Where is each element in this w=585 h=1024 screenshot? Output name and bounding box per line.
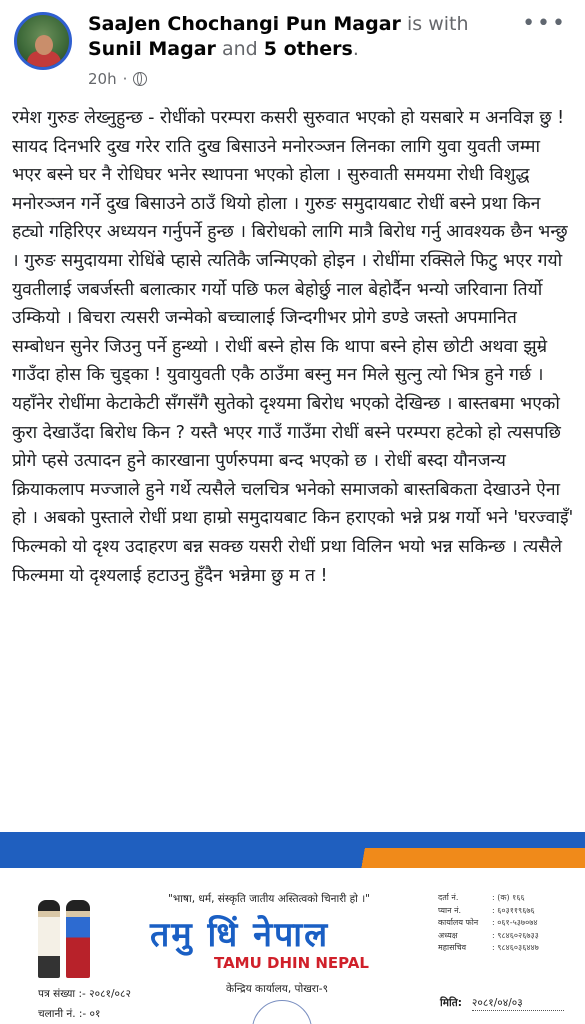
banner-white-stripe — [0, 868, 585, 878]
date-label: मिति: — [440, 997, 462, 1009]
info-row: अध्यक्ष : ९८४६०२६७३३ — [438, 930, 539, 940]
avatar-figure-face — [35, 35, 53, 55]
info-row: प्यान नं. : ६०३११९६७६ — [438, 905, 535, 915]
info-row: दर्ता नं. : (क) १६६ — [438, 893, 525, 902]
others-link[interactable]: 5 others — [263, 38, 353, 60]
letter-number: पत्र संख्या :- २०८१/०८२ — [38, 988, 131, 1000]
dot-separator: · — [122, 70, 128, 88]
org-info-block — [438, 892, 578, 955]
post-author-line — [88, 12, 528, 62]
and-text: and — [221, 38, 258, 60]
tagged-user-link[interactable]: Sunil Magar — [88, 38, 216, 60]
with-text: is with — [406, 13, 469, 35]
letterhead-slogan: "भाषा, धर्म, संस्कृति जातीय अस्तित्वको चिनारी हो ।" — [168, 893, 371, 905]
post-meta — [88, 70, 147, 88]
banner-blue-stripe — [0, 832, 585, 848]
org-headquarters: केन्द्रिय कार्यालय, पोखरा-९ — [226, 983, 329, 995]
post-header — [0, 0, 585, 100]
org-name-nepali: तमु धिं नेपाल — [150, 915, 330, 955]
dispatch-number: चलानी नं. :- ०१ — [38, 1008, 101, 1020]
date-value: २०८१/०४/०३ — [472, 996, 564, 1011]
letter-reference — [38, 984, 131, 1024]
period-text: . — [352, 38, 359, 60]
male-figure-icon — [38, 900, 60, 978]
info-row: महासचिव : ९८४६०३६४४७ — [438, 943, 539, 952]
post-body-text: रमेश गुरुङ लेख्नुहुन्छ - रोधींको परम्परा कसरी सुरुवात भएको हो यसबारे म अनविज्ञ छु ! सायद दिनभरि दुख गरेर राति दुख बिसाउने मनोरञ्जन लिनका लागि युवा युवती जम्मा भएर बस्ने घर नै रोधिघर भनेर स्थापना भएको होला । सुरुवाती समयमा रोधी विशुद्ध मनोरञ्जन गर्ने दुख बिसाउने ठाउँ थियो होला । गुरुङ समुदायबाट रोधीं बस्ने प्रथा किन हट्यो गहिरिएर अध्ययन गर्नुपर्ने हुन्छ । बिरोधको लागि मात्रै बिरोध गर्नु आवश्यक छैन भन्छु । गुरुङ समुदायमा रोधिंबे प्हासे त्यतिकै जन्मिएको होइन । रोधींमा रक्सिले फिटु भएर गयो युवतीलाई जबर्जस्ती बलात्कार गर्यो पछि फल बेहोर्छु नाल बेहोर्दैन भन्यो जरिवाना तिर्यो उम्कियो । बिचरा त्यसरी जन्मेको बच्चालाई जिन्दगीभर प्रोगे डण्डे जस्तो अपमानित सम्बोधन सुनेर जिउनु पर्ने हुन्थ्यो । रोधीं बस्ने होस कि थापा बस्ने होस छोटी अथवा झुम्रे गाउँदा होस कि चुड्का ! युवायुवती एकै ठाउँमा बस्नु मन मिले सुत्नु त्यो भित्र हुने गर्छ । यहाँनेर रोधींमा केटाकेटी सँगसँगै सुतेको दृश्यमा बिरोध भएको देखिन्छ । बास्तबमा भएको कुरा देखाउँदा बिरोध किन ? यस्तै भएर गाउँ गाउँमा रोधीं बस्ने परम्परा हटेको हो त्यसपछि प्रोगे प्हसे उत्पादन हुने कारखाना पुर्णरुपमा बन्द भएको छ । रोधीं बस्दा यौनजन्य क्रियाकलाप मज्जाले हुने गर्थे त्यसैले चलचित्र भनेको समाजको बास्तबिकता देखाउने ऐना हो । अबको पुस्ताले रोधीं प्रथा हाम्रो समुदायबाट किन हराएको भन्ने प्रश्न गर्यो भने 'घरज्वाइँ' फिल्मको यो दृश्य उदाहरण बन्न सक्छ यसरी रोधीं प्रथा विलिन भयो भन्न सकिन्छ । त्यसैले फिल्ममा यो दृश्यलाई हटाउनु हुँदैन भन्नेमा छु म त ! — [12, 108, 574, 586]
author-avatar[interactable] — [14, 12, 72, 70]
more-options-button[interactable]: ••• — [522, 11, 567, 36]
post-timestamp[interactable]: 20h — [88, 70, 117, 88]
banner-orange-stripe — [0, 848, 585, 868]
cultural-figures-logo — [34, 894, 98, 982]
seal-stamp-icon — [252, 1000, 312, 1024]
letter-date — [440, 996, 564, 1011]
author-name-link[interactable]: SaaJen Chochangi Pun Magar — [88, 13, 401, 35]
org-name-english: TAMU DHIN NEPAL — [214, 954, 369, 972]
attached-letterhead-image[interactable] — [0, 832, 585, 1024]
info-row: कार्यालय फोन : ०६१-५३७०७४ — [438, 918, 538, 927]
female-figure-icon — [66, 900, 90, 978]
globe-icon[interactable] — [133, 72, 147, 86]
